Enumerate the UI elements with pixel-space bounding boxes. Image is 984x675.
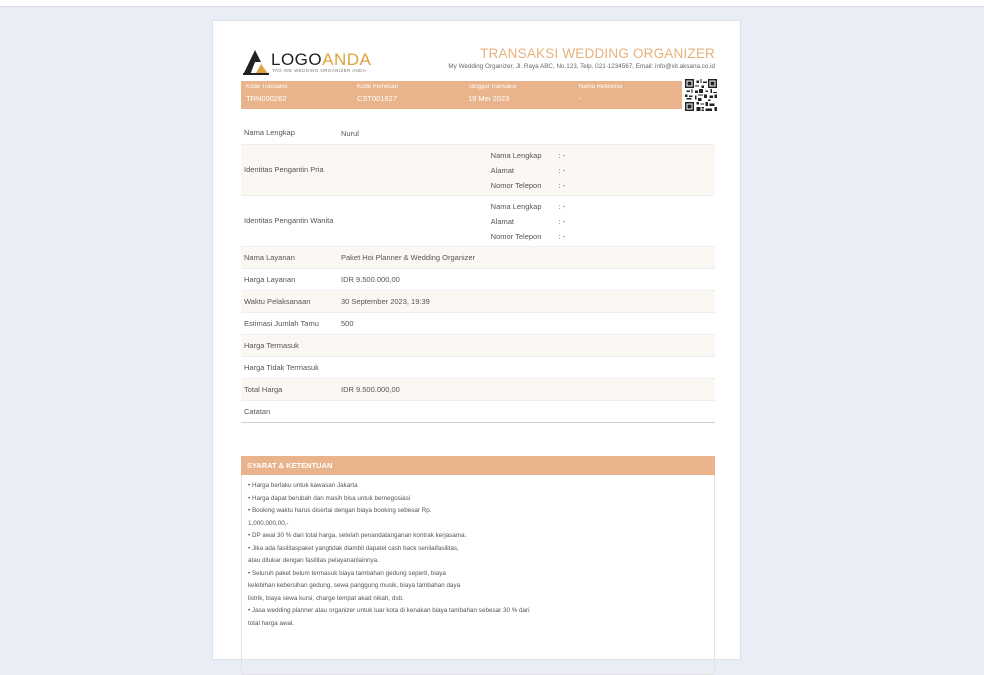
detail-row-harga-termasuk: Harga Termasuk	[241, 335, 715, 357]
info-nama-referensi: Nama Referensi -	[579, 84, 623, 103]
company-address: My Wedding Organizer, Jl. Raya ABC, No.123, Telp. 021-1234567, Email: info@xit.aksana.co.id	[448, 63, 715, 70]
logo-tagline: TAG INE WEDDING ORGANIZER ANDA	[272, 68, 367, 73]
pria-telepon: Nomor Telepon : -	[490, 180, 566, 190]
terms-section	[241, 456, 715, 675]
detail-row-pengantin-pria: Identitas Pengantin Pria Nama Lengkap : - Alamat : - Nomor Telepon : -	[241, 145, 715, 196]
company-logo	[241, 47, 381, 79]
terms-line: kelebihan kebersihan gedung, sewa panggung musik, biaya tambahan daya	[248, 582, 461, 589]
terms-line: atau ditukar dengan fasilitas pelayananlainnya.	[248, 557, 379, 564]
info-kode-pemesan: Kode Pemesan CST001627	[357, 84, 399, 103]
terms-line: 1.000.000,00,-	[248, 519, 289, 527]
qr-code-icon	[685, 79, 717, 111]
pria-nama: Nama Lengkap : -	[490, 150, 566, 160]
detail-row-nama-lengkap: Nama Lengkap Nurul	[241, 122, 715, 145]
detail-row-waktu-pelaksanaan: Waktu Pelaksanaan 30 September 2023, 19:39	[241, 291, 715, 313]
wanita-nama: Nama Lengkap : -	[490, 201, 566, 211]
invoice-document	[212, 20, 741, 660]
terms-body	[241, 475, 715, 675]
detail-row-harga-layanan: Harga Layanan IDR 9.500.000,00	[241, 269, 715, 291]
terms-line: • Booking waktu harus disertai dengan biaya booking sebesar Rp.	[248, 507, 432, 514]
transaction-info-bar	[241, 81, 682, 109]
terms-line: • Jika ada fasilitaspaket yangtidak diambil dapatel cash back senilaifasilitas,	[248, 544, 459, 552]
pria-alamat: Alamat : -	[490, 165, 566, 175]
wanita-telepon: Nomor Telepon : -	[490, 231, 566, 241]
document-title: TRANSAKSI WEDDING ORGANIZER	[480, 46, 715, 61]
detail-row-catatan: Catatan	[241, 401, 715, 423]
terms-line: • Harga dapat berubah dan masih bisa untuk bernegosiasi	[248, 494, 411, 502]
logo-triangle-icon	[241, 47, 271, 77]
terms-line: listrik, biaya sewa kursi, charge tempat akad nikah, dsb.	[248, 594, 404, 602]
detail-row-pengantin-wanita: Identitas Pengantin Wanita Nama Lengkap : - Alamat : - Nomor Telepon : -	[241, 196, 715, 247]
terms-line: • Jasa wedding planner atau organizer untuk luar kota di kenakan biaya tambahan sebesar 30 % dari	[248, 607, 530, 614]
detail-row-nama-layanan: Nama Layanan Paket Hoi Planner & Wedding Organizer	[241, 247, 715, 269]
top-bar	[0, 0, 984, 7]
detail-row-harga-tidak-termasuk: Harga Tidak Termasuk	[241, 357, 715, 379]
terms-line: • DP awal 30 % dari total harga, setelah penandatanganan kontrak kerjasama.	[248, 532, 467, 539]
wanita-alamat: Alamat : -	[490, 216, 566, 226]
detail-row-jumlah-tamu: Estimasi Jumlah Tamu 500	[241, 313, 715, 335]
terms-line: • Harga berlaku untuk kawasan Jakarta	[248, 482, 358, 489]
detail-row-total-harga: Total Harga IDR 9.500.000,00	[241, 379, 715, 401]
transaction-details-table	[241, 122, 715, 423]
terms-line: total harga awal.	[248, 619, 295, 627]
terms-title: SYARAT & KETENTUAN	[241, 456, 715, 475]
info-tanggal-transaksi: Tanggal Transaksi 19 Mei 2023	[468, 84, 517, 103]
info-kode-transaksi: Kode Transaksi TRN000262	[246, 84, 288, 103]
logo-wordmark: LOGOANDA	[271, 50, 372, 69]
terms-line: • Seluruh paket belum termasuk biaya tambahan gedung seperti, biaya	[248, 569, 446, 577]
